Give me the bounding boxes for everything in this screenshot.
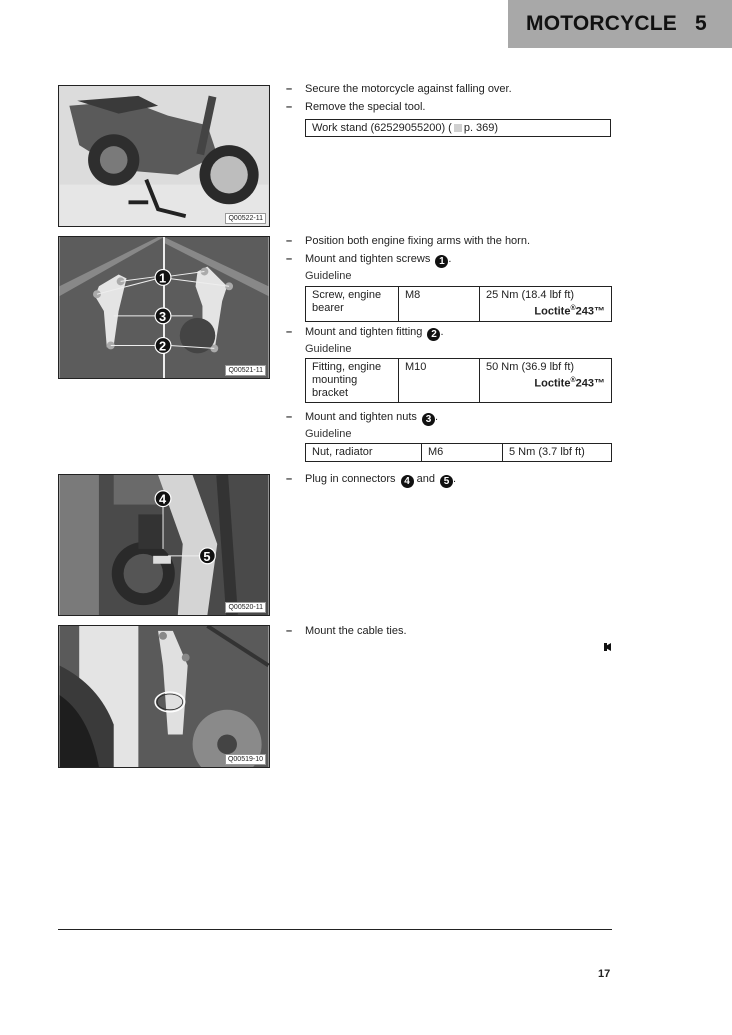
callout-ref-2: 2 — [427, 328, 440, 341]
step-text: Mount and tighten screws — [305, 253, 431, 265]
step-tighten-screws — [286, 252, 451, 268]
loctite-number: 243™ — [575, 377, 605, 390]
torque-cell: 5 Nm (3.7 lbf ft) — [503, 444, 612, 462]
registered-mark: ® — [570, 305, 576, 312]
guideline-label: Guideline — [305, 343, 352, 355]
guideline-label: Guideline — [305, 428, 352, 440]
loctite-number: 243™ — [575, 305, 605, 318]
chapter-title: MOTORCYCLE — [526, 12, 677, 35]
loctite-spec — [486, 374, 605, 391]
period: . — [440, 326, 444, 338]
step-text: Position both engine fixing arms with the horn. — [305, 235, 531, 247]
figure-code: Q00520-11 — [225, 602, 266, 613]
special-tool-box — [305, 119, 611, 137]
torque-value: 50 Nm (36.9 lbf ft) — [486, 361, 575, 373]
step-position-arms — [286, 234, 530, 248]
torque-cell — [480, 287, 612, 322]
period: . — [448, 253, 452, 265]
registered-mark: ® — [570, 377, 576, 384]
step-text: Mount and tighten fitting — [305, 326, 423, 338]
bullet-dash: – — [286, 473, 293, 485]
figure-code: Q00521-11 — [225, 365, 266, 376]
step-remove-tool — [286, 100, 425, 114]
bullet-dash: – — [286, 326, 293, 338]
tool-name: Work stand (62529055200) ( — [312, 122, 452, 134]
step-secure-motorcycle — [286, 82, 512, 96]
thread-cell: M8 — [399, 287, 480, 322]
torque-value: 25 Nm (18.4 lbf ft) — [486, 289, 575, 301]
figure-cable-ties — [58, 625, 270, 768]
callout-ref-5: 5 — [440, 475, 453, 488]
step-text: Mount and tighten nuts — [305, 411, 417, 423]
period: . — [434, 411, 439, 423]
cable-ties-image — [59, 626, 269, 767]
svg-text:5: 5 — [203, 548, 211, 564]
figure-horn-connectors — [58, 474, 270, 616]
loctite-spec — [486, 302, 605, 319]
step-text: Plug in connectors — [305, 473, 396, 485]
torque-table-nut — [305, 443, 612, 462]
step-tighten-fitting — [286, 325, 444, 341]
callout-ref-4: 4 — [401, 475, 414, 488]
guideline-label: Guideline — [305, 270, 352, 282]
torque-table-screw — [305, 286, 612, 322]
svg-text:2: 2 — [159, 338, 167, 354]
horn-image — [59, 475, 269, 615]
item-cell: Nut, radiator — [306, 444, 422, 462]
loctite-label: Loctite — [534, 305, 571, 318]
book-ref-icon — [454, 124, 462, 132]
bullet-dash: – — [286, 235, 293, 247]
chapter-number: 5 — [694, 12, 707, 35]
torque-table-fitting — [305, 358, 612, 403]
step-text: Mount the cable ties. — [305, 625, 407, 637]
bullet-dash: – — [286, 83, 293, 95]
item-cell: Fitting, engine mounting bracket — [306, 359, 399, 403]
thread-cell: M10 — [399, 359, 480, 403]
figure-code: Q00519-10 — [225, 754, 266, 765]
bullet-dash: – — [286, 101, 293, 113]
loctite-label: Loctite — [534, 377, 571, 390]
svg-text:3: 3 — [159, 308, 167, 324]
period: . — [453, 473, 457, 485]
step-plug-connectors — [286, 472, 456, 488]
step-text: Remove the special tool. — [305, 101, 426, 113]
step-tighten-nuts — [286, 410, 438, 426]
callout-ref-3: 3 — [422, 413, 435, 426]
footer-divider — [58, 929, 612, 930]
torque-cell — [480, 359, 612, 403]
figure-engine-fixing-arms — [58, 236, 270, 379]
callout-ref-1: 1 — [435, 255, 448, 268]
bullet-dash: – — [286, 253, 293, 265]
thread-cell: M6 — [422, 444, 503, 462]
step-cable-ties — [286, 624, 407, 638]
svg-text:1: 1 — [159, 270, 167, 286]
motorcycle-image — [59, 86, 269, 226]
figure-code: Q00522-11 — [225, 213, 266, 224]
step-text: Secure the motorcycle against falling over. — [305, 83, 512, 95]
bullet-dash: – — [286, 411, 293, 423]
engine-arms-image — [59, 237, 269, 378]
page-number: 17 — [598, 968, 611, 980]
item-cell: Screw, engine bearer — [306, 287, 399, 322]
svg-text:4: 4 — [159, 491, 167, 507]
bullet-dash: – — [286, 625, 293, 637]
figure-motorcycle-work-stand — [58, 85, 270, 227]
tool-page-ref[interactable]: p. 369) — [463, 122, 499, 134]
chapter-header-tab — [508, 0, 732, 48]
and-text: and — [416, 473, 435, 485]
section-end-marker-icon — [604, 643, 611, 651]
